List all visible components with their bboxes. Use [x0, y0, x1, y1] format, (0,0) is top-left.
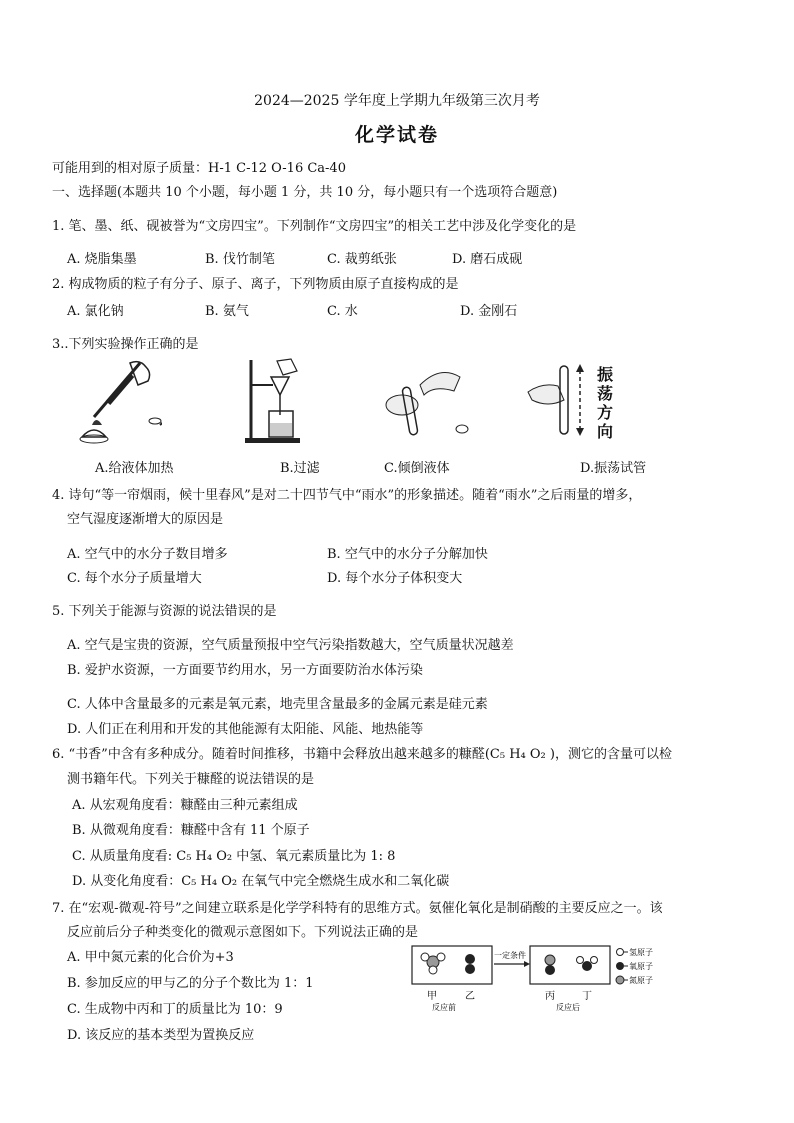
question-4-stem-line1: 4. 诗句“等一帘烟雨，候十里春风”是对二十四节气中“雨水”的形象描述。随着“雨水”之后雨量的增多， — [52, 488, 642, 503]
reaction-micro-diagram — [410, 942, 670, 1012]
q7-option-c[interactable]: C. 生成物中丙和丁的质量比为 10：9 — [67, 1002, 283, 1017]
hydrogen-atom — [429, 966, 437, 974]
legend-nitrogen: 氮原子 — [629, 976, 653, 985]
q7-option-a[interactable]: A. 甲中氮元素的化合价为+3 — [67, 950, 234, 965]
q1-option-a[interactable]: A. 烧脂集墨 — [67, 252, 137, 267]
hydrogen-atom — [591, 957, 598, 964]
question-6-stem-line1: 6. “书香”中含有多种成分。随着时间推移，书籍中会释放出越来越多的糠醛(C₅ H₄ O₂ )，测它的含量可以检 — [52, 747, 672, 762]
q4-option-a[interactable]: A. 空气中的水分子数目增多 — [67, 547, 228, 562]
q6-option-d[interactable]: D. 从变化角度看：C₅ H₄ O₂ 在氧气中完全燃烧生成水和二氧化碳 — [72, 874, 450, 889]
q4-option-d[interactable]: D. 每个水分子体积变大 — [327, 571, 463, 586]
q2-option-c[interactable]: C. 水 — [327, 304, 358, 319]
section-heading: 一、选择题(本题共 10 个小题，每小题 1 分，共 10 分，每小题只有一个选项符合题意) — [52, 185, 558, 200]
q6-option-b[interactable]: B. 从微观角度看：糠醛中含有 11 个原子 — [72, 823, 310, 838]
q5-option-b[interactable]: B. 爱护水资源，一方面要节约用水，另一方面要防治水体污染 — [67, 663, 423, 678]
question-1-stem: 1. 笔、墨、纸、砚被誉为“文房四宝”。下列制作“文房四宝”的相关工艺中涉及化学变化的是 — [52, 219, 577, 234]
hydrogen-atom — [437, 953, 445, 961]
question-3-stem: 3..下列实验操作正确的是 — [52, 337, 199, 352]
reaction-condition: 一定条件 — [494, 951, 526, 960]
q1-option-c[interactable]: C. 裁剪纸张 — [327, 252, 397, 267]
filtration-illustration — [243, 355, 308, 445]
q3-option-a[interactable]: A.给液体加热 — [95, 461, 174, 476]
q1-option-b[interactable]: B. 伐竹制笔 — [205, 252, 275, 267]
q5-option-d[interactable]: D. 人们正在利用和开发的其他能源有太阳能、风能、地热能等 — [67, 722, 424, 737]
q5-option-a[interactable]: A. 空气是宝贵的资源，空气质量预报中空气污染指数越大，空气质量状况越差 — [67, 638, 514, 653]
legend-nitrogen-icon — [616, 976, 624, 984]
label-jia: 甲 — [427, 991, 437, 1002]
reactant-box — [412, 946, 492, 984]
q6-option-c[interactable]: C. 从质量角度看: C₅ H₄ O₂ 中氢、氧元素质量比为 1: 8 — [72, 849, 396, 864]
legend-oxygen-icon — [616, 962, 624, 970]
q3-option-b[interactable]: B.过滤 — [280, 461, 320, 476]
exam-title: 2024—2025 学年度上学期九年级第三次月考 — [254, 93, 540, 109]
legend-hydrogen-icon — [617, 949, 624, 956]
question-6-stem-line2: 测书籍年代。下列关于糠醛的说法错误的是 — [67, 772, 315, 787]
oxygen-atom — [465, 954, 475, 964]
oxygen-atom — [465, 964, 475, 974]
product-box — [530, 946, 610, 984]
question-7-stem-line1: 7. 在“宏观-微观-符号”之间建立联系是化学学科特有的思维方式。氨催化氧化是制硝酸的主要反应之一。该 — [52, 901, 663, 916]
oxygen-atom — [582, 961, 592, 971]
question-7-stem-line2: 反应前后分子种类变化的微观示意图如下。下列说法正确的是 — [67, 925, 419, 940]
label-after: 反应后 — [556, 1003, 580, 1012]
question-5-stem: 5. 下列关于能源与资源的说法错误的是 — [52, 604, 277, 619]
atomic-masses: 可能用到的相对原子质量：H-1 C-12 O-16 Ca-40 — [52, 161, 346, 176]
subject-title: 化学试卷 — [354, 124, 439, 146]
shake-direction-label: 振荡方向 — [597, 365, 614, 441]
q7-option-b[interactable]: B. 参加反应的甲与乙的分子个数比为 1：1 — [67, 976, 314, 991]
q3-option-d[interactable]: D.振荡试管 — [580, 461, 647, 476]
question-2-stem: 2. 构成物质的粒子有分子、原子、离子，下列物质由原子直接构成的是 — [52, 277, 459, 292]
hydrogen-atom — [421, 953, 429, 961]
q4-option-c[interactable]: C. 每个水分子质量增大 — [67, 571, 202, 586]
q6-option-a[interactable]: A. 从宏观角度看：糠醛由三种元素组成 — [72, 798, 298, 813]
nitrogen-atom — [545, 955, 555, 965]
q2-option-d[interactable]: D. 金刚石 — [460, 304, 518, 319]
q4-option-b[interactable]: B. 空气中的水分子分解加快 — [327, 547, 488, 562]
q2-option-a[interactable]: A. 氯化钠 — [67, 304, 124, 319]
oxygen-atom — [545, 965, 555, 975]
question-4-stem-line2: 空气湿度逐渐增大的原因是 — [67, 512, 224, 527]
q2-option-b[interactable]: B. 氨气 — [205, 304, 249, 319]
pouring-liquid-illustration — [380, 355, 470, 440]
q7-option-d[interactable]: D. 该反应的基本类型为置换反应 — [67, 1028, 255, 1043]
label-bing: 丙 — [545, 991, 555, 1002]
legend-hydrogen: 氢原子 — [629, 948, 653, 957]
q1-option-d[interactable]: D. 磨石成砚 — [452, 252, 523, 267]
label-before: 反应前 — [432, 1003, 456, 1012]
q3-option-c[interactable]: C.倾倒液体 — [384, 461, 450, 476]
q5-option-c[interactable]: C. 人体中含量最多的元素是氧元素，地壳里含量最多的金属元素是硅元素 — [67, 697, 488, 712]
legend-oxygen: 氧原子 — [629, 962, 653, 971]
heating-liquid-illustration — [72, 355, 162, 450]
hydrogen-atom — [577, 957, 584, 964]
label-yi: 乙 — [465, 991, 475, 1002]
label-ding: 丁 — [582, 991, 592, 1002]
